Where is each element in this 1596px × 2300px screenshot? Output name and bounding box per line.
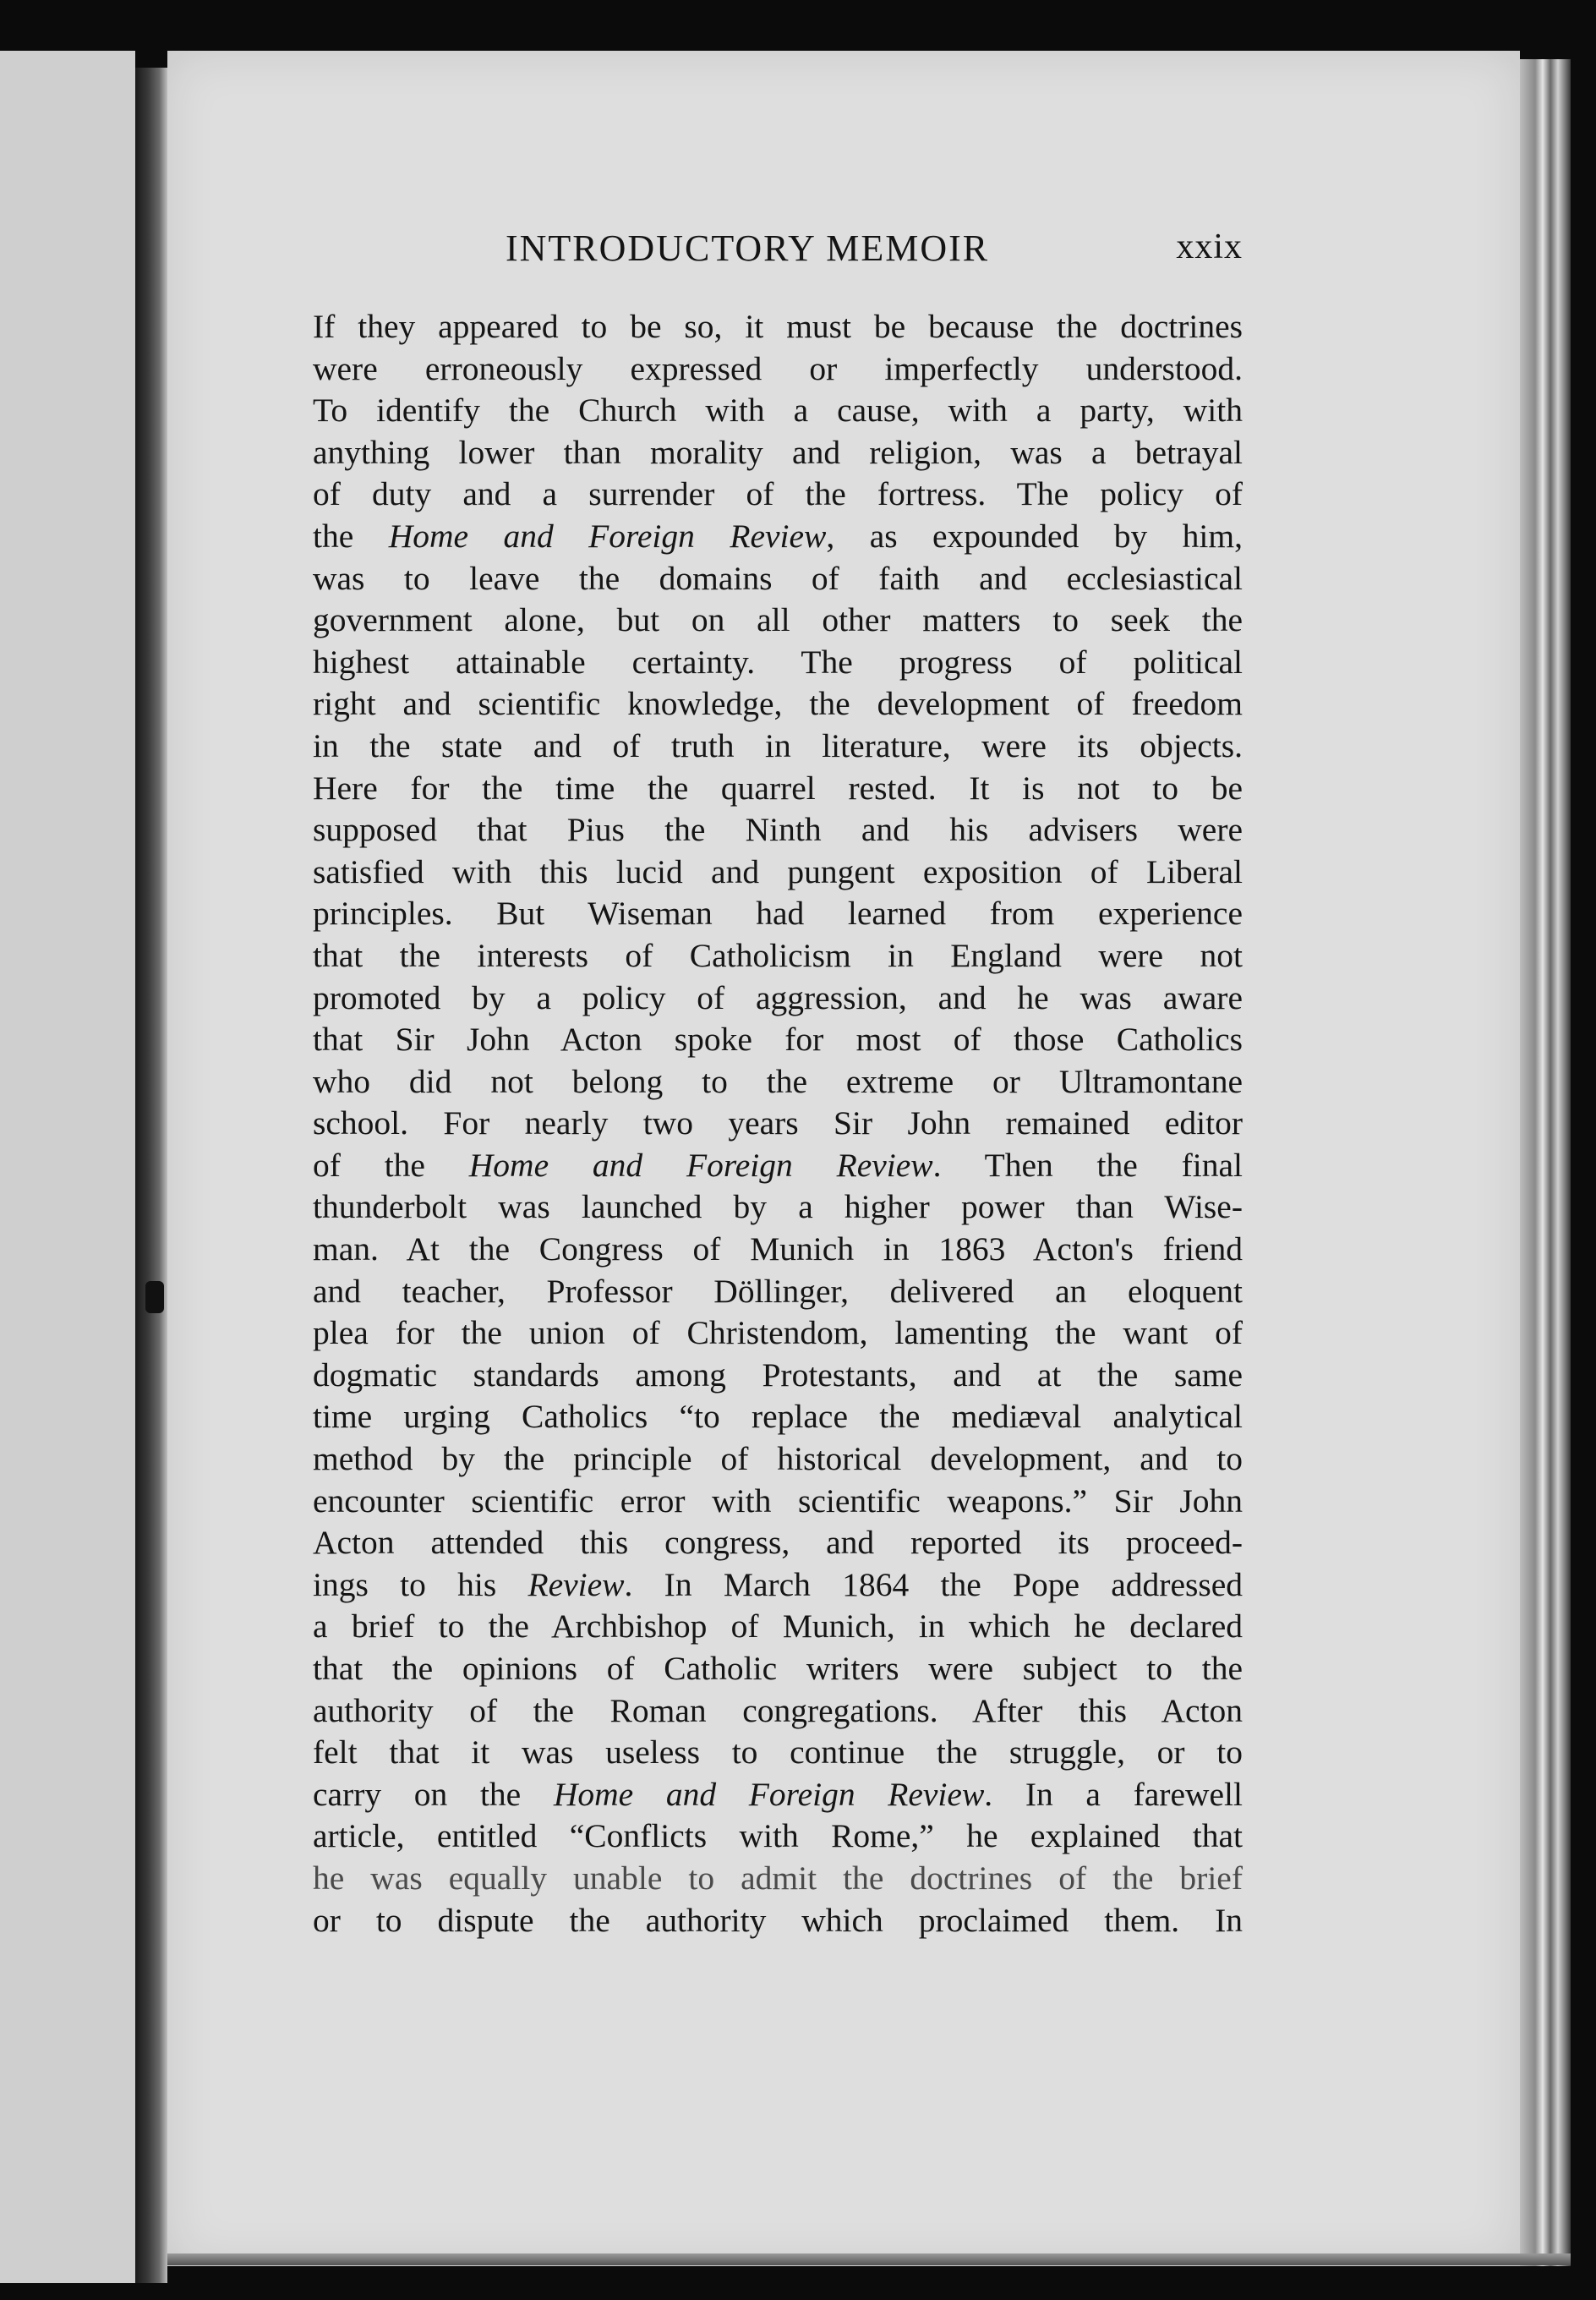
text-line: the Home and Foreign Review, as expounded by him, xyxy=(313,517,1243,555)
binding-mark xyxy=(145,1281,164,1313)
body-text xyxy=(313,306,1243,1941)
text-line: man. At the Congress of Munich in 1863 Acton's friend xyxy=(313,1230,1243,1268)
text-line: plea for the union of Christendom, lamenting the want of xyxy=(313,1314,1243,1352)
text-line: dogmatic standards among Protestants, and at the same xyxy=(313,1355,1243,1394)
text-line: authority of the Roman congregations. After this Acton xyxy=(313,1691,1243,1729)
text-line: of the Home and Foreign Review. Then the final xyxy=(313,1146,1243,1184)
text-line: a brief to the Archbishop of Munich, in which he declared xyxy=(313,1607,1243,1646)
text-line: right and scientific knowledge, the development of freedom xyxy=(313,685,1243,723)
text-line: thunderbolt was launched by a higher power than Wise- xyxy=(313,1188,1243,1226)
text-line: To identify the Church with a cause, with a party, with xyxy=(313,392,1243,430)
text-line: government alone, but on all other matters to seek the xyxy=(313,601,1243,639)
running-title: INTRODUCTORY MEMOIR xyxy=(506,227,990,269)
text-line: that the interests of Catholicism in England were not xyxy=(313,936,1243,974)
text-line: of duty and a surrender of the fortress. The policy of xyxy=(313,475,1243,513)
text-line: principles. But Wiseman had learned from experience xyxy=(313,895,1243,933)
text-line: and teacher, Professor Döllinger, delivered an eloquent xyxy=(313,1272,1243,1310)
facing-page-edge xyxy=(0,51,135,2283)
review-title: Home and Foreign Review xyxy=(468,1146,933,1184)
text-line: ings to his Review. In March 1864 the Pope addressed xyxy=(313,1565,1243,1603)
text-line: carry on the Home and Foreign Review. In a farewell xyxy=(313,1775,1243,1813)
text-line: felt that it was useless to continue the struggle, or to xyxy=(313,1733,1243,1772)
review-title: Review xyxy=(527,1565,625,1603)
text-line: supposed that Pius the Ninth and his advisers were xyxy=(313,811,1243,849)
text-line: that the opinions of Catholic writers were subject to the xyxy=(313,1650,1243,1687)
page-edge-right xyxy=(1520,59,1571,2266)
page-header xyxy=(313,227,1243,286)
page-edge-bottom xyxy=(167,2253,1571,2265)
text-line: who did not belong to the extreme or Ultramontane xyxy=(313,1062,1243,1100)
review-title: Home and Foreign Review xyxy=(388,517,827,555)
text-line: that Sir John Acton spoke for most of those Catholics xyxy=(313,1021,1243,1059)
page-number: xxix xyxy=(1176,227,1243,266)
text-line: school. For nearly two years Sir John remained editor xyxy=(313,1104,1243,1142)
text-line: was to leave the domains of faith and ecclesiastical xyxy=(313,559,1243,597)
text-line: article, entitled “Conflicts with Rome,” he explained that xyxy=(313,1817,1243,1855)
text-line: method by the principle of historical development, and to xyxy=(313,1440,1243,1478)
text-line: If they appeared to be so, it must be because the doctrines xyxy=(313,308,1243,345)
book-gutter xyxy=(135,68,167,2283)
text-line: or to dispute the authority which proclaimed them. In xyxy=(313,1901,1243,1939)
text-line: highest attainable certainty. The progress of political xyxy=(313,643,1243,681)
text-line: anything lower than morality and religion, was a betrayal xyxy=(313,433,1243,471)
text-line: promoted by a policy of aggression, and he was aware xyxy=(313,978,1243,1016)
text-line: were erroneously expressed or imperfectly understood. xyxy=(313,349,1243,387)
text-line: Here for the time the quarrel rested. It is not to be xyxy=(313,769,1243,807)
review-title: Home and Foreign Review xyxy=(553,1775,985,1813)
text-line: encounter scientific error with scientific weapons.” Sir John xyxy=(313,1481,1243,1520)
text-line: Acton attended this congress, and reported its proceed- xyxy=(313,1524,1243,1562)
text-line: satisfied with this lucid and pungent exposition of Liberal xyxy=(313,852,1243,890)
text-line: in the state and of truth in literature, were its objects. xyxy=(313,726,1243,764)
text-line: time urging Catholics “to replace the mediæval analytical xyxy=(313,1398,1243,1436)
text-line: he was equally unable to admit the doctrines of the brief xyxy=(313,1859,1243,1897)
